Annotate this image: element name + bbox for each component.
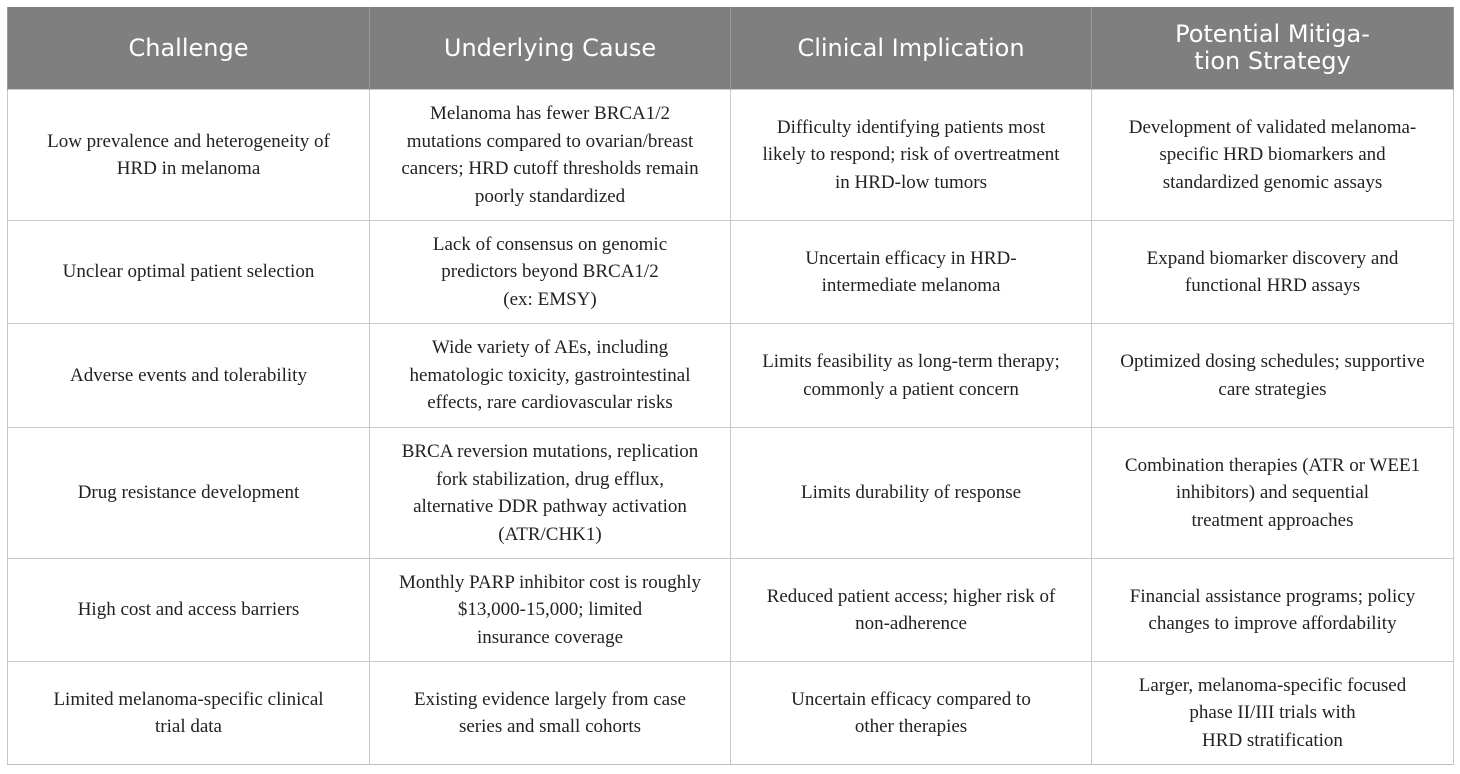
cell-line: Uncertain efficacy compared to [791, 688, 1031, 710]
cell-line: Existing evidence largely from case [414, 688, 686, 710]
cell-challenge [8, 90, 370, 221]
header-clinical-implication [731, 7, 1092, 90]
header-mitigation-strategy [1092, 7, 1454, 90]
cell-line: Reduced patient access; higher risk of [766, 585, 1056, 607]
cell-challenge [8, 662, 370, 765]
cell-challenge [8, 324, 370, 428]
cell-line: inhibitors) and sequential [1175, 482, 1370, 504]
cell-clinical-implication [731, 90, 1092, 221]
header-line: tion Strategy [1194, 47, 1351, 75]
cell-line: poorly standardized [474, 185, 626, 207]
cell-line: Drug resistance development [77, 482, 300, 504]
table-row [8, 90, 1454, 221]
cell-line: Expand biomarker discovery and [1146, 247, 1399, 269]
cell-underlying-cause [370, 662, 731, 765]
cell-line: series and small cohorts [458, 716, 642, 737]
cell-challenge [8, 221, 370, 324]
cell-line: Combination therapies (ATR or WEE1 [1124, 454, 1421, 476]
cell-line: in HRD-low tumors [835, 171, 987, 193]
cell-line: Limited melanoma-specific clinical [53, 688, 324, 710]
cell-clinical-implication [731, 221, 1092, 324]
cell-line: fork stabilization, drug efflux, [435, 468, 665, 490]
cell-line: (ex: EMSY) [503, 288, 597, 310]
header-line: Underlying Cause [443, 33, 657, 62]
cell-underlying-cause [370, 324, 731, 428]
cell-underlying-cause [370, 428, 731, 559]
cell-line: HRD in melanoma [116, 158, 261, 179]
cell-underlying-cause [370, 559, 731, 662]
cell-challenge [8, 428, 370, 559]
cell-line: HRD stratification [1202, 729, 1343, 751]
cell-line: cancers; HRD cutoff thresholds remain [401, 158, 699, 179]
cell-line: treatment approaches [1191, 509, 1354, 531]
cell-line: Melanoma has fewer BRCA1/2 [429, 103, 671, 124]
cell-line: BRCA reversion mutations, replication [401, 441, 699, 462]
cell-challenge [8, 559, 370, 662]
cell-line: care strategies [1218, 378, 1327, 400]
cell-line: non-adherence [855, 613, 967, 634]
table-row [8, 662, 1454, 765]
cell-line: Low prevalence and heterogeneity of [47, 130, 330, 152]
header-line: Challenge [128, 33, 249, 62]
cell-line: functional HRD assays [1184, 275, 1361, 296]
cell-line: insurance coverage [476, 626, 624, 648]
cell-line: phase II/III trials with [1189, 702, 1356, 724]
cell-line: effects, rare cardiovascular risks [427, 392, 673, 414]
cell-line: High cost and access barriers [77, 599, 300, 621]
cell-line: alternative DDR pathway activation [413, 496, 687, 517]
cell-line: likely to respond; risk of overtreatment [762, 144, 1060, 166]
cell-line: other therapies [854, 716, 968, 737]
table-body [8, 90, 1454, 765]
cell-line: Development of validated melanoma- [1128, 116, 1417, 138]
cell-line: (ATR/CHK1) [498, 523, 602, 545]
cell-mitigation-strategy [1092, 324, 1454, 428]
cell-line: Larger, melanoma-specific focused [1138, 674, 1407, 696]
cell-clinical-implication [731, 559, 1092, 662]
cell-mitigation-strategy [1092, 90, 1454, 221]
table-row [8, 221, 1454, 324]
cell-line: $13,000-15,000; limited [457, 599, 643, 621]
cell-mitigation-strategy [1092, 221, 1454, 324]
cell-clinical-implication [731, 324, 1092, 428]
cell-line: Unclear optimal patient selection [62, 261, 315, 283]
cell-clinical-implication [731, 428, 1092, 559]
cell-clinical-implication [731, 662, 1092, 765]
cell-line: trial data [155, 716, 222, 737]
cell-line: Lack of consensus on genomic [432, 233, 668, 255]
cell-underlying-cause [370, 90, 731, 221]
table-row [8, 428, 1454, 559]
table-row [8, 559, 1454, 662]
cell-line: commonly a patient concern [803, 378, 1019, 400]
cell-line: mutations compared to ovarian/breast [406, 130, 694, 152]
cell-underlying-cause [370, 221, 731, 324]
cell-line: Uncertain efficacy in HRD- [805, 247, 1017, 269]
cell-line: Limits durability of response [800, 482, 1022, 504]
table-row [8, 324, 1454, 428]
cell-line: Financial assistance programs; policy [1129, 585, 1416, 607]
cell-line: intermediate melanoma [821, 275, 1001, 296]
cell-line: Limits feasibility as long-term therapy; [762, 351, 1060, 372]
cell-line: specific HRD biomarkers and [1159, 144, 1386, 166]
cell-line: Wide variety of AEs, including [431, 337, 669, 359]
cell-line: Difficulty identifying patients most [776, 116, 1046, 138]
cell-mitigation-strategy [1092, 559, 1454, 662]
cell-mitigation-strategy [1092, 662, 1454, 765]
cell-line: changes to improve affordability [1148, 613, 1397, 634]
header-line: Potential Mitiga- [1175, 20, 1370, 48]
cell-line: predictors beyond BRCA1/2 [441, 261, 659, 283]
cell-line: hematologic toxicity, gastrointestinal [409, 364, 691, 386]
header-underlying-cause [370, 7, 731, 90]
table-header [8, 7, 1454, 90]
cell-line: Adverse events and tolerability [70, 364, 307, 386]
header-line: Clinical Implication [797, 33, 1025, 62]
cell-line: standardized genomic assays [1162, 171, 1383, 193]
header-row [8, 7, 1454, 90]
challenges-table [7, 7, 1454, 765]
header-challenge [8, 7, 370, 90]
cell-line: Monthly PARP inhibitor cost is roughly [398, 571, 702, 593]
cell-line: Optimized dosing schedules; supportive [1120, 351, 1425, 372]
mitigation-table-container [7, 7, 1453, 765]
cell-mitigation-strategy [1092, 428, 1454, 559]
